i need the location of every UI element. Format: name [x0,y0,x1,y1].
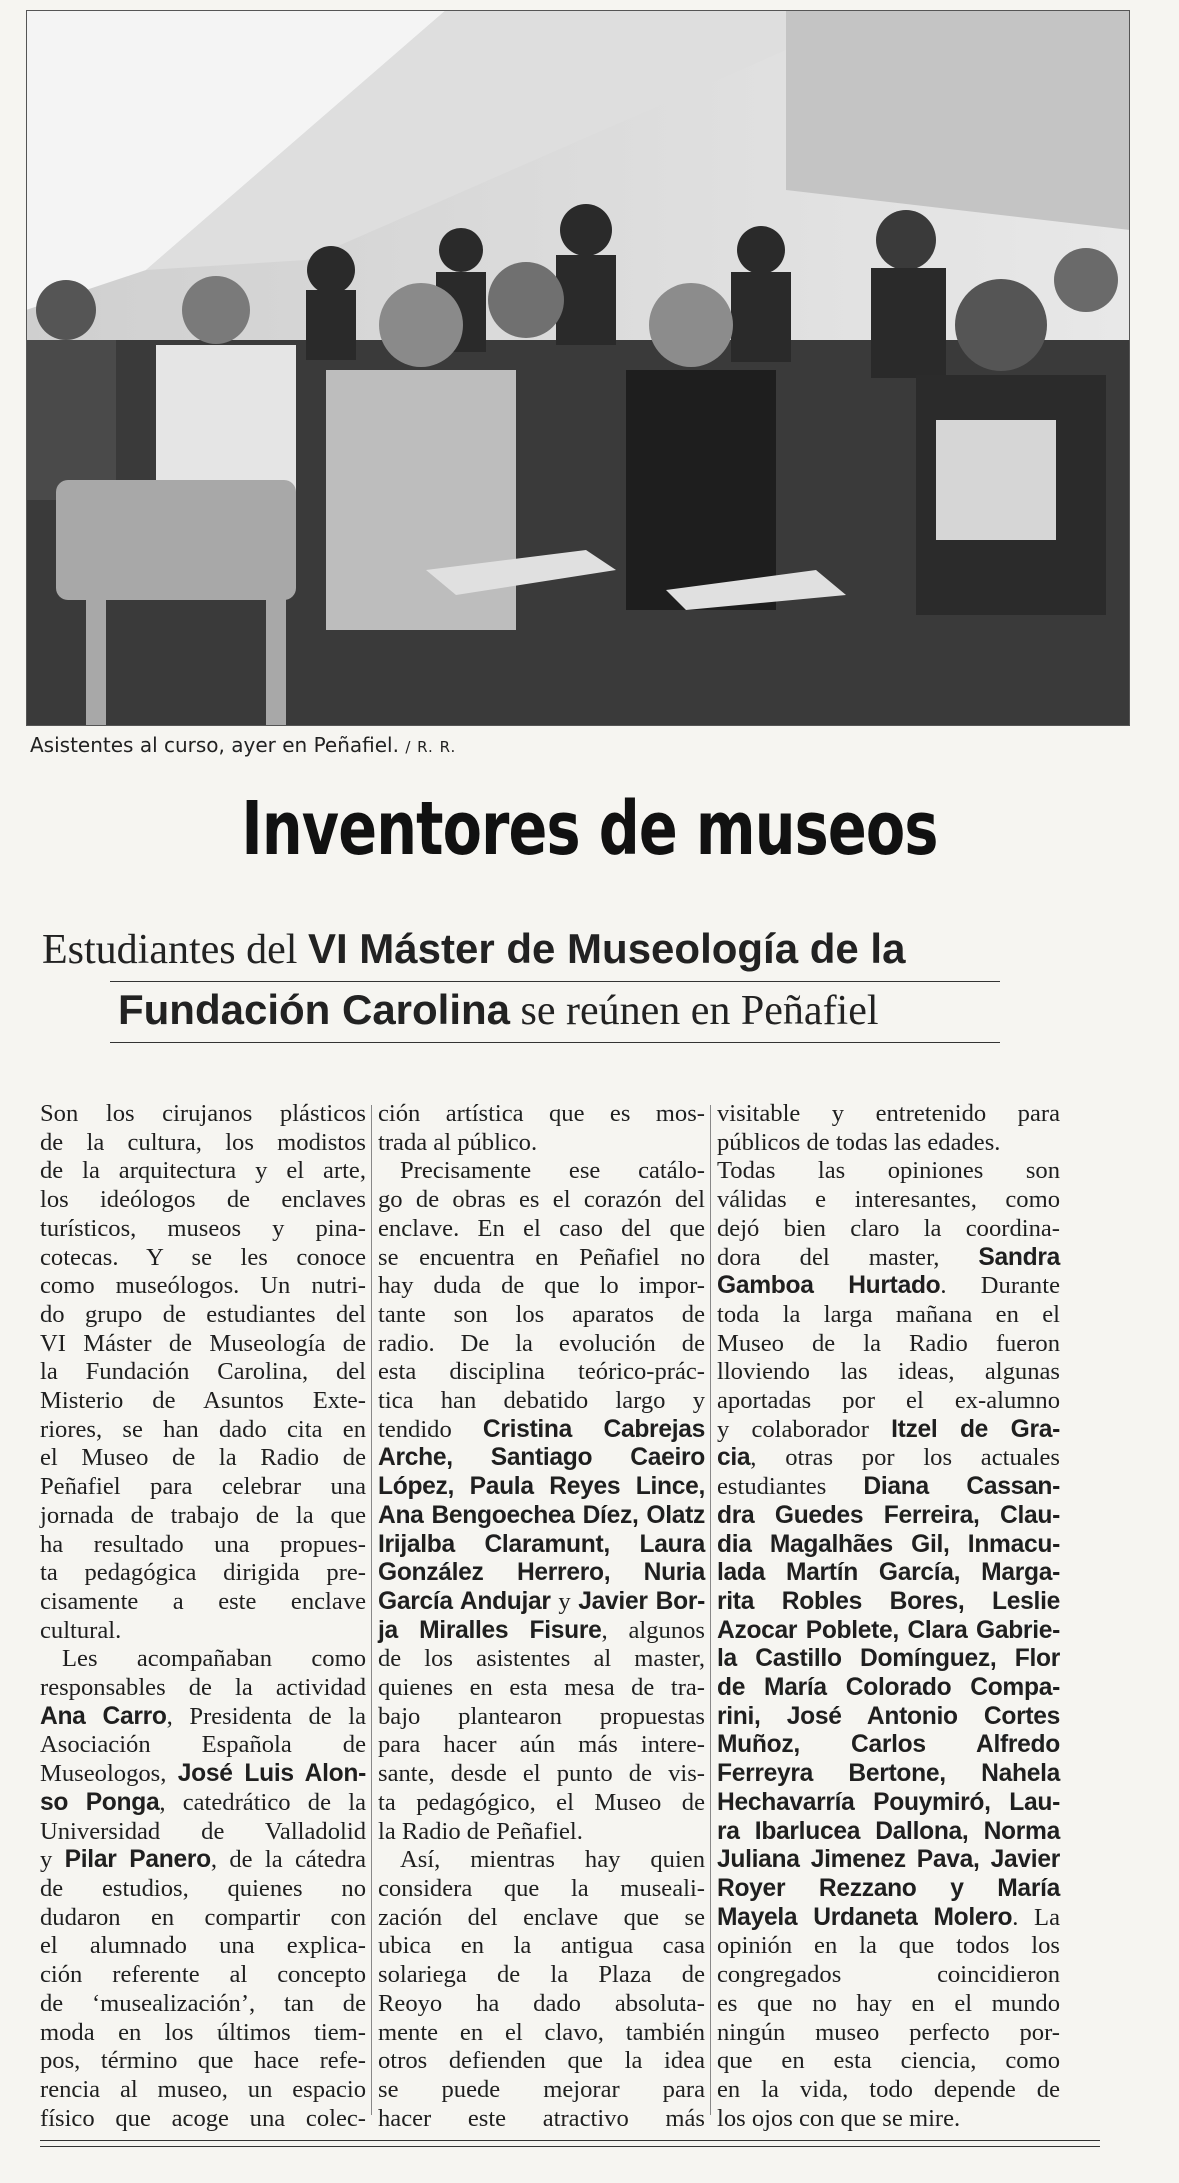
body-line: de los asistentes al master, [378,1645,705,1673]
article-column-1 [40,1100,366,2133]
body-line: do grupo de estudiantes del [40,1300,366,1328]
person-name: Arche, Santiago Caeiro [378,1444,705,1472]
footer-rule-1 [40,2140,1100,2141]
person-name: Itzel de Gra- [891,1415,1060,1443]
body-text: dora del master, [717,1243,979,1271]
body-line [717,1617,1060,1646]
person-name: rini, José Antonio Cortes [717,1702,1060,1730]
article-column-2 [378,1100,705,2133]
body-line [717,1473,1060,1502]
column-rule-1 [371,1105,372,2115]
body-text: tendido [378,1415,483,1443]
body-line: ción referente al concepto [40,1961,366,1989]
body-text: . La [1012,1903,1060,1931]
person-name: ja Miralles Fisure [378,1616,602,1644]
person-name: de María Colorado Compa- [717,1674,1060,1702]
person-name: dia Magalhães Gil, Inmacu- [717,1530,1060,1558]
person-name: lada Martín García, Marga- [717,1559,1060,1587]
body-line [378,1588,705,1617]
body-line [40,1760,366,1789]
body-line: enclave. En el caso del que [378,1214,705,1242]
body-line: solariega de la Plaza de [378,1961,705,1989]
body-line: jornada de trabajo de la que [40,1501,366,1529]
body-line [717,1416,1060,1445]
body-line: Les acompañaban como [62,1645,366,1673]
body-line [717,1531,1060,1560]
photo-caption [30,733,456,757]
body-line: ha resultado una propues- [40,1530,366,1558]
body-line [717,1444,1060,1473]
body-line [378,1444,705,1473]
body-line [717,1272,1060,1301]
body-line: ta pedagógica dirigida pre- [40,1559,366,1587]
subheadline-line-2 [118,986,879,1035]
body-line: Reoyo ha dado absoluta- [378,1989,705,2017]
person-name: Mayela Urdaneta Molero [717,1903,1013,1931]
body-line: cisamente a este enclave [40,1587,366,1615]
person-name: Javier Bor- [578,1587,705,1615]
body-line [378,1416,705,1445]
body-line: el alumnado una explica- [40,1932,366,1960]
person-name: Royer Rezzano y María [717,1874,1060,1902]
body-line: bajo plantearon propuestas [378,1702,705,1730]
body-line: se puede mejorar para [378,2075,705,2103]
person-name: Gamboa Hurtado [717,1272,941,1300]
body-line [717,1731,1060,1760]
body-line [378,1502,705,1531]
body-line [717,1244,1060,1273]
body-line: Precisamente ese catálo- [400,1157,705,1185]
person-name: González Herrero, Nuria [378,1559,705,1587]
body-line: la Fundación Carolina, del [40,1358,366,1386]
body-line: públicos de todas las edades. [717,1128,1001,1156]
person-name: Irijalba Claramunt, Laura [378,1530,705,1558]
body-line [717,1818,1060,1847]
body-line [40,1703,366,1732]
person-name: Diana Cassan- [863,1473,1060,1501]
person-name: Juliana Jimenez Pava, Javier [717,1846,1060,1874]
body-line: visitable y entretenido para [717,1100,1060,1127]
body-line: tante son los aparatos de [378,1300,705,1328]
body-line: cotecas. Y se les conoce [40,1243,366,1271]
body-line: se encuentra en Peñafiel no [378,1243,705,1271]
article-column-3 [717,1100,1060,2133]
person-name: Cristina Cabrejas [482,1415,705,1443]
body-line: de estudios, quienes no [40,1874,366,1902]
body-line: congregados coincidieron [717,1961,1060,1989]
body-line: hacer este atractivo más [378,2104,705,2132]
body-line: ningún museo perfecto por- [717,2018,1060,2046]
person-name: Pilar Panero [64,1846,211,1874]
body-line [378,1617,705,1646]
body-line [717,1502,1060,1531]
body-line: Peñafiel para celebrar una [40,1473,366,1501]
subhead-rule-bottom [110,1042,1000,1043]
person-name: so Ponga [40,1788,160,1816]
body-text: y colaborador [717,1415,892,1443]
body-line: sante, desde el punto de vis- [378,1760,705,1788]
body-text: . Durante [940,1272,1060,1300]
body-line: en la vida, todo depende de [717,2075,1060,2103]
body-line: la Radio de Peñafiel. [378,1817,583,1845]
body-line: válidas e interesantes, como [717,1186,1060,1214]
person-name: cia [717,1444,751,1472]
body-line: hay duda de que lo impor- [378,1272,705,1300]
person-name: Ana Bengoechea Díez, Olatz [378,1501,705,1529]
body-line: es que no hay en el mundo [717,1989,1060,2017]
body-line: opinión en la que todos los [717,1932,1060,1960]
body-line [717,1645,1060,1674]
body-text: y [550,1587,579,1615]
body-line: quienes en esta mesa de tra- [378,1674,705,1702]
body-line: esta disciplina teórico-prác- [378,1358,705,1386]
person-name: dra Guedes Ferreira, Clau- [717,1501,1060,1529]
body-line: VI Máster de Museología de [40,1329,366,1357]
body-line [717,1559,1060,1588]
body-text: , catedrático de la [159,1788,366,1816]
body-line: Universidad de Valladolid [40,1817,366,1845]
body-line: dejó bien claro la coordina- [717,1214,1060,1242]
body-line: Misterio de Asuntos Exte- [40,1387,366,1415]
body-text: , otras por los actuales [750,1444,1060,1472]
person-name: rita Robles Bores, Leslie [717,1587,1060,1615]
body-line: físico que acoge una colec- [40,2104,366,2132]
body-line [40,1789,366,1818]
body-line: rencia al museo, un espacio [40,2075,366,2103]
subhead-bold-1: VI Máster de Museología de la [307,925,906,972]
body-line: de la cultura, los modistos [40,1128,366,1156]
body-line [717,1846,1060,1875]
body-line: ta pedagógico, el Museo de [378,1788,705,1816]
body-line: considera que la museali- [378,1874,705,1902]
person-name: Ana Carro [40,1702,167,1730]
person-name: José Luis Alon- [177,1760,366,1788]
footer-rule-2 [40,2146,1100,2147]
body-line: radio. De la evolución de [378,1329,705,1357]
body-line [40,1846,366,1875]
article-photo [26,10,1130,726]
body-line: que en esta ciencia, como [717,2047,1060,2075]
body-line: aportadas por el ex-alumno [717,1387,1060,1415]
body-line: Son los cirujanos plásticos [40,1100,366,1127]
subheadline-line-1 [42,925,905,974]
body-line [717,1904,1060,1933]
body-text: estudiantes [717,1473,864,1501]
person-name: Ferreyra Bertone, Nahela [717,1760,1060,1788]
body-line: riores, se han dado cita en [40,1415,366,1443]
body-line: ción artística que es mos- [378,1100,705,1127]
body-line: Asociación Española de [40,1731,366,1759]
body-line: responsables de la actividad [40,1674,366,1702]
person-name: Muñoz, Carlos Alfredo [717,1731,1060,1759]
body-line [717,1674,1060,1703]
body-line: ubica en la antigua casa [378,1932,705,1960]
body-line: Museo de la Radio fueron [717,1329,1060,1357]
body-line: zación del enclave que se [378,1903,705,1931]
body-text: , de la cátedra [210,1846,366,1874]
body-line [717,1703,1060,1732]
classroom-photo-illustration [26,10,1130,726]
headline: Inventores de museos [241,786,938,872]
subhead-normal-2: se reúnen en Peñafiel [510,988,879,1034]
body-line: el Museo de la Radio de [40,1444,366,1472]
body-line: los ojos con que se mire. [717,2104,961,2132]
body-line: de ‘musealización’, tan de [40,1989,366,2017]
body-line: para hacer aún más intere- [378,1731,705,1759]
person-name: Hechavarría Pouymiró, Lau- [717,1788,1060,1816]
body-line: dudaron en compartir con [40,1903,366,1931]
body-line: de la arquitectura y el arte, [40,1157,366,1185]
body-line: Así, mientras hay quien [400,1846,705,1874]
body-line: turísticos, museos y pina- [40,1214,366,1242]
body-line [378,1531,705,1560]
person-name: Sandra [978,1243,1060,1271]
body-line [717,1760,1060,1789]
person-name: López, Paula Reyes Lince, [378,1473,705,1501]
body-line: como museólogos. Un nutri- [40,1272,366,1300]
body-line: Todas las opiniones son [717,1157,1060,1185]
body-line [378,1473,705,1502]
body-text: , algunos [601,1616,705,1644]
person-name: ra Ibarlucea Dallona, Norma [717,1817,1060,1845]
caption-text: Asistentes al curso, ayer en Peñafiel. [30,733,399,757]
column-rule-2 [710,1105,711,2115]
person-name: la Castillo Domínguez, Flor [717,1645,1060,1673]
body-line [717,1588,1060,1617]
subhead-bold-2: Fundación Carolina [118,986,511,1033]
body-text: Museologos, [40,1760,178,1788]
body-line: trada al público. [378,1128,538,1156]
body-text: , Presidenta de la [166,1702,366,1730]
body-line: pos, término que hace refe- [40,2047,366,2075]
subhead-normal-1: Estudiantes del [42,927,308,973]
body-line: lloviendo las ideas, algunas [717,1358,1060,1386]
body-line: cultural. [40,1616,122,1644]
body-line: los ideólogos de enclaves [40,1186,366,1214]
body-line [378,1559,705,1588]
body-line: tica han debatido largo y [378,1387,705,1415]
body-line [717,1875,1060,1904]
body-line [717,1789,1060,1818]
body-text: y [40,1846,65,1874]
person-name: García Andujar [378,1587,551,1615]
body-line: go de obras es el corazón del [378,1186,705,1214]
body-line: otros defienden que la idea [378,2047,705,2075]
body-line: mente en el clavo, también [378,2018,705,2046]
body-line: moda en los últimos tiem- [40,2018,366,2046]
subhead-rule-top [110,981,1000,982]
body-line: toda la larga mañana en el [717,1300,1060,1328]
person-name: Azocar Poblete, Clara Gabrie- [717,1616,1060,1644]
photo-credit: / R. R. [405,738,457,756]
